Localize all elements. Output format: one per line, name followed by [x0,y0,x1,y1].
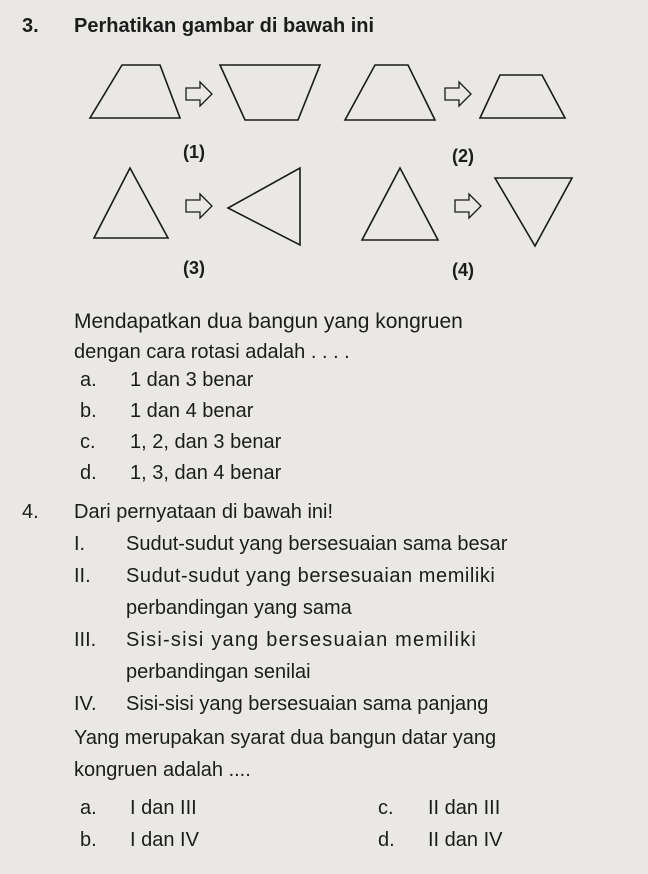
figure-1-trapezoid-rotated [220,65,320,120]
figure-3-arrow-icon [186,194,212,218]
q4-statement-1-roman: I. [74,533,86,555]
q4-statement-3-roman: III. [74,629,97,651]
q4-statement-2-text-line1: Sudut-sudut yang bersesuaian memiliki [126,565,496,587]
q3-option-a-text: 1 dan 3 benar [130,369,254,391]
q3-option-a-letter: a. [80,369,97,391]
q4-number: 4. [22,501,39,523]
figure-2-trapezoid-original [345,65,435,120]
q4-statement-4-text: Sisi-sisi yang bersesuaian sama panjang [126,693,489,715]
figure-3-triangle-rotated [228,168,300,245]
q4-option-c-text: II dan III [428,797,501,819]
figure-label-3: (3) [183,258,205,278]
q4-option-c-letter: c. [378,797,394,819]
figure-2-arrow-icon [445,82,471,106]
figure-3-triangle-original [94,168,168,238]
q4-statement-2-roman: II. [74,565,91,587]
q4-prompt: Dari pernyataan di bawah ini! [74,501,334,523]
q4-statement-2-text-line2: perbandingan yang sama [126,597,352,619]
figure-4-arrow-icon [455,194,481,218]
q4-option-a-letter: a. [80,797,97,819]
q3-option-c-text: 1, 2, dan 3 benar [130,431,282,453]
q4-statement-1-text: Sudut-sudut yang bersesuaian sama besar [126,533,508,555]
q3-prompt: Perhatikan gambar di bawah ini [74,15,375,37]
q3-option-b-text: 1 dan 4 benar [130,400,254,422]
q4-option-b-letter: b. [80,829,97,851]
figure-label-2: (2) [452,146,474,166]
q4-question-line2: kongruen adalah .... [74,759,251,781]
q4-statement-3-text-line2: perbandingan senilai [126,661,311,683]
q4-option-d-text: II dan IV [428,829,503,851]
q3-number: 3. [22,15,39,37]
figure-4-triangle-original [362,168,438,240]
q3-option-c-letter: c. [80,431,96,453]
q4-option-d-letter: d. [378,829,395,851]
q3-option-d-text: 1, 3, dan 4 benar [130,462,282,484]
q4-question-line1: Yang merupakan syarat dua bangun datar yang [74,727,497,749]
q4-option-a-text: I dan III [130,797,197,819]
figure-label-1: (1) [183,142,205,162]
q4-statement-3-text-line1: Sisi-sisi yang bersesuaian memiliki [126,629,477,651]
figure-label-4: (4) [452,260,474,280]
q3-option-d-letter: d. [80,462,97,484]
q4-statement-4-roman: IV. [74,693,97,715]
q3-question-line1: Mendapatkan dua bangun yang kongruen [74,310,463,333]
q3-question-line2: dengan cara rotasi adalah . . . . [74,341,350,363]
figure-1-arrow-icon [186,82,212,106]
figure-4-triangle-rotated [495,178,572,246]
figure-1-trapezoid-original [90,65,180,118]
q4-option-b-text: I dan IV [130,829,199,851]
figure-2-trapezoid-result [480,75,565,118]
rotation-figures [0,0,648,290]
q3-option-b-letter: b. [80,400,97,422]
